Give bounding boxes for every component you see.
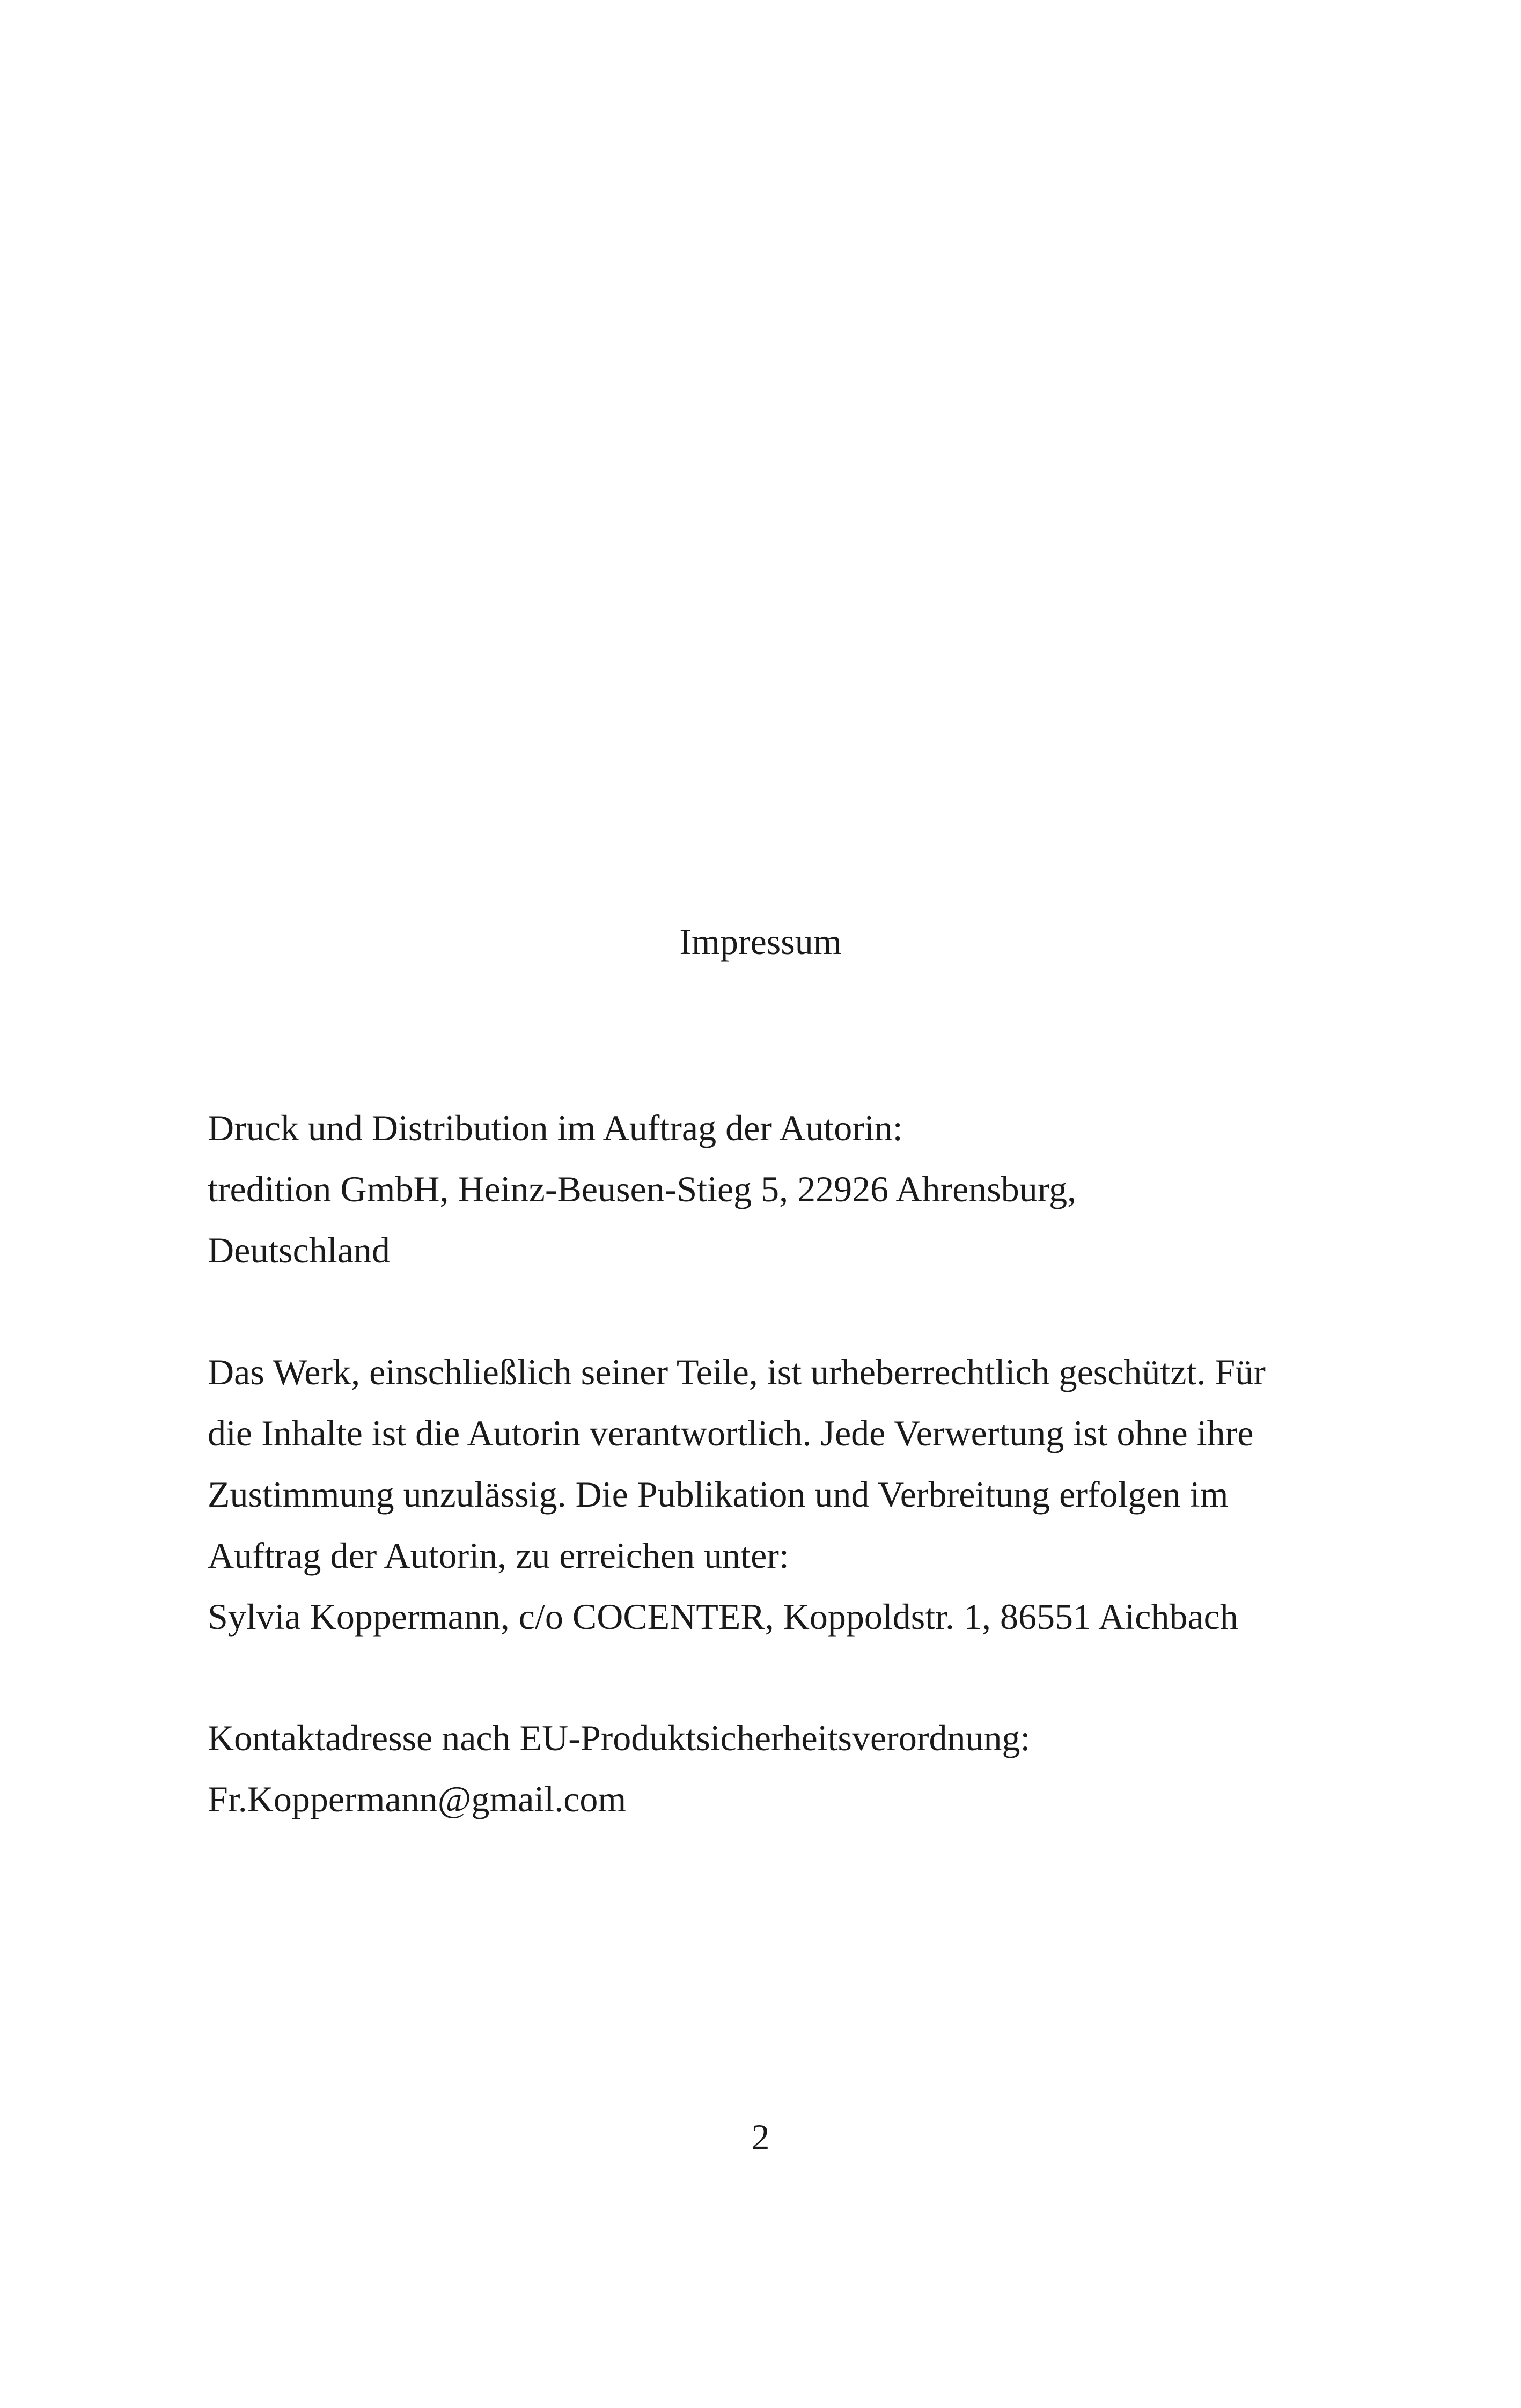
copyright-line: Zustimmung unzulässig. Die Publikation und Verbreitung erfolgen im [208, 1474, 1229, 1515]
page-number: 2 [751, 2117, 770, 2157]
print-line: Deutschland [208, 1230, 390, 1271]
contact-email: Fr.Koppermann@gmail.com [208, 1779, 627, 1819]
author-address-line: Sylvia Koppermann, c/o COCENTER, Koppoldstr. 1, 86551 Aichbach [208, 1596, 1238, 1637]
copyright-line: die Inhalte ist die Autorin verantwortlich. Jede Verwertung ist ohne ihre [208, 1413, 1254, 1453]
print-line: tredition GmbH, Heinz-Beusen-Stieg 5, 22926 Ahrensburg, [208, 1169, 1077, 1209]
copyright-section [208, 1341, 1345, 1647]
print-distribution-section [208, 1097, 1345, 1281]
contact-section [208, 1707, 1345, 1830]
copyright-line: Auftrag der Autorin, zu erreichen unter: [208, 1535, 789, 1576]
contact-heading-line: Kontaktadresse nach EU-Produktsicherheitsverordnung: [208, 1717, 1031, 1758]
copyright-line: Das Werk, einschließlich seiner Teile, ist urheberrechtlich geschützt. Für [208, 1352, 1266, 1392]
print-line: Druck und Distribution im Auftrag der Autorin: [208, 1107, 903, 1148]
page-title: Impressum [679, 921, 842, 962]
